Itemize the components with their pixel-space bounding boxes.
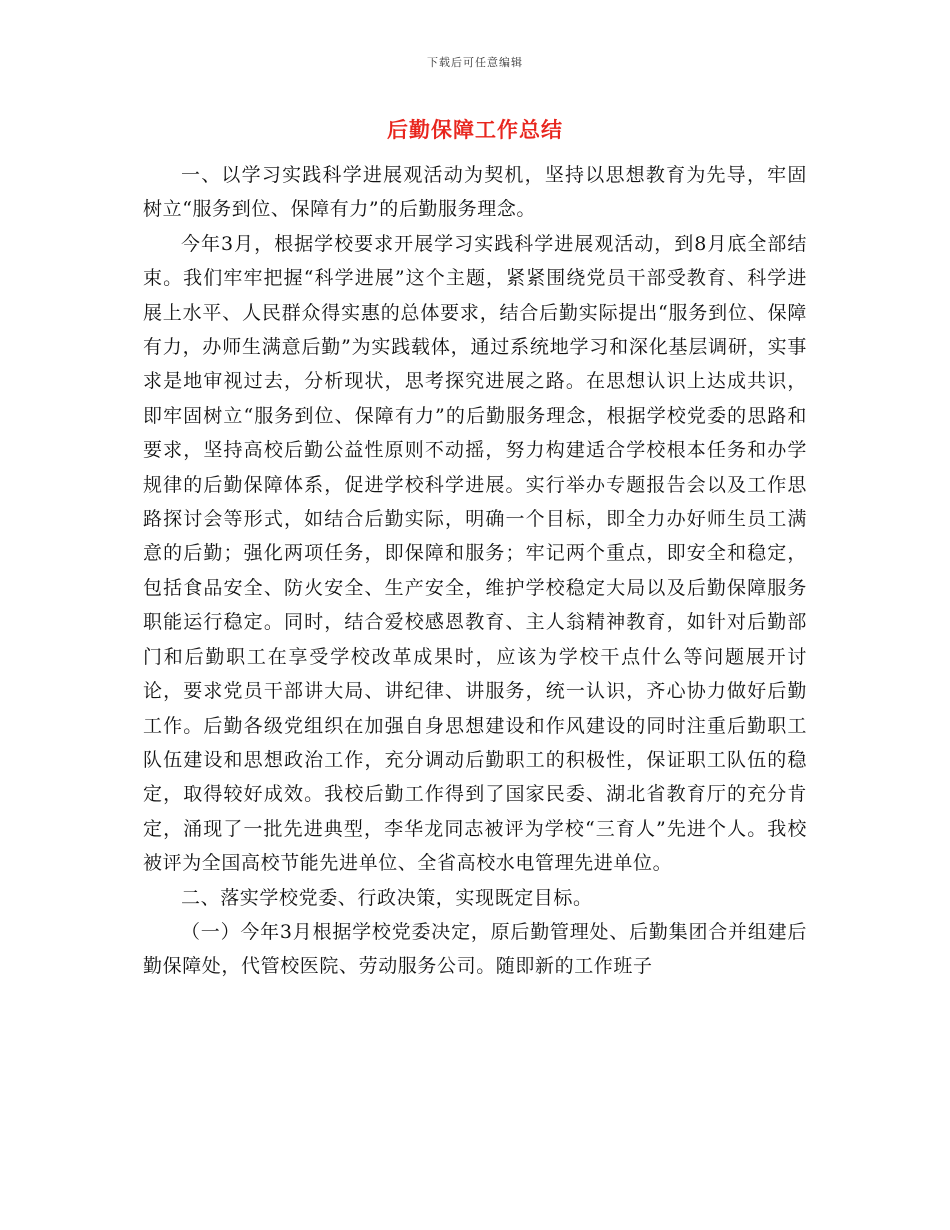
paragraph-2: 今年3月，根据学校要求开展学习实践科学进展观活动，到8月底全部结束。我们牢牢把握“科学进展”这个主题，紧紧围绕党员干部受教育、科学进展上水平、人民群众得实惠的总体要求，结合后勤实际提出“服务到位、保障有力，办师生满意后勤”为实践载体，通过系统地学习和深化基层调研，实事求是地审视过去，分析现状，思考探究进展之路。在思想认识上达成共识，即牢固树立“服务到位、保障有力”的后勤服务理念，根据学校党委的思路和要求，坚持高校后勤公益性原则不动摇，努力构建适合学校根本任务和办学规律的后勤保障体系，促进学校科学进展。实行举办专题报告会以及工作思路探讨会等形式，如结合后勤实际，明确一个目标，即全力办好师生员工满意的后勤；强化两项任务，即保障和服务；牢记两个重点，即安全和稳定，包括食品安全、防火安全、生产安全，维护学校稳定大局以及后勤保障服务职能运行稳定。同时，结合爱校感恩教育、主人翁精神教育，如针对后勤部门和后勤职工在享受学校改革成果时，应该为学校干点什么等问题展开讨论，要求党员干部讲大局、讲纪律、讲服务，统一认识，齐心协力做好后勤工作。后勤各级党组织在加强自身思想建设和作风建设的同时注重后勤职工队伍建设和思想政治工作，充分调动后勤职工的积极性，保证职工队伍的稳定，取得较好成效。我校后勤工作得到了国家民委、湖北省教育厅的充分肯定，涌现了一批先进典型，李华龙同志被评为学校“三育人”先进个人。我校被评为全国高校节能先进单位、全省高校水电管理先进单位。 — [143, 232, 807, 875]
paragraph-4: （一）今年3月根据学校党委决定，原后勤管理处、后勤集团合并组建后勤保障处，代管校医院、劳动服务公司。随即新的工作班子 — [143, 920, 807, 978]
document-body — [143, 158, 807, 984]
document-title: 后勤保障工作总结 — [387, 117, 563, 142]
header-note: 下载后可任意编辑 — [427, 56, 523, 69]
paragraph-1: 一、以学习实践科学进展观活动为契机，坚持以思想教育为先导，牢固树立“服务到位、保障有力”的后勤服务理念。 — [143, 164, 807, 221]
paragraph-3: 二、落实学校党委、行政决策，实现既定目标。 — [181, 886, 593, 909]
